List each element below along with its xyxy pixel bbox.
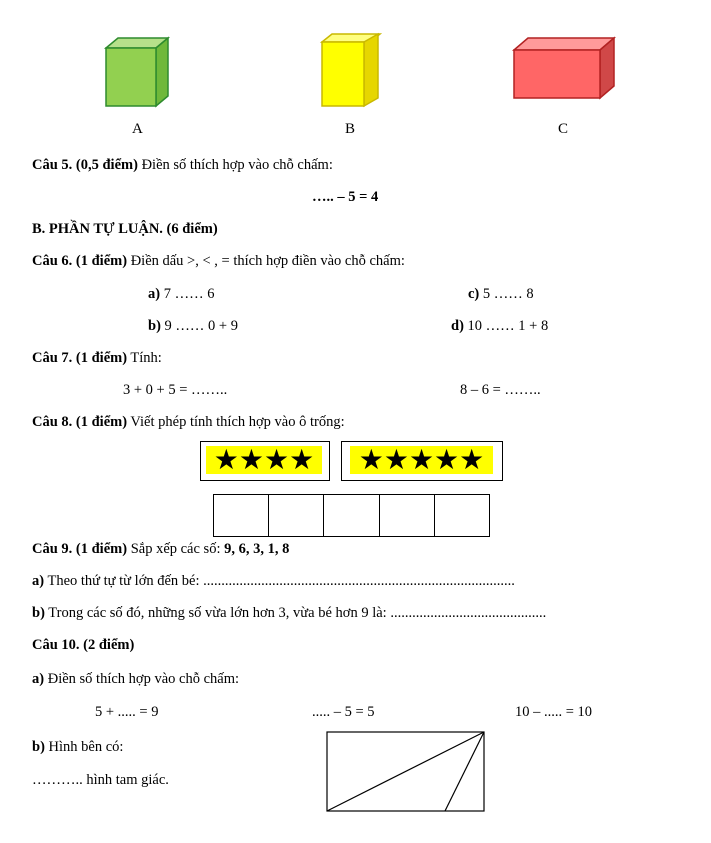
question-10-b-answer: ……….. hình tam giác. xyxy=(32,772,169,788)
question-9 xyxy=(32,540,289,558)
item-tag: b) xyxy=(32,739,45,755)
item-tag: d) xyxy=(451,318,464,334)
question-10-b xyxy=(32,738,123,756)
cuboid-c xyxy=(512,36,616,100)
question-10-head: Câu 10. (2 điểm) xyxy=(32,637,135,653)
item-text: Điền số thích hợp vào chỗ chấm: xyxy=(44,671,240,687)
answer-box[interactable] xyxy=(435,495,489,536)
question-9-text: Sắp xếp các số: xyxy=(127,541,225,557)
item-tag: b) xyxy=(32,605,45,621)
item-expr: 7 …… 6 xyxy=(160,286,215,302)
question-9-a xyxy=(32,572,515,590)
item-tag: b) xyxy=(148,318,161,334)
question-7-expr-2: 8 – 6 = …….. xyxy=(460,382,541,398)
answer-box[interactable] xyxy=(324,495,379,536)
question-10-expr-1: 5 + ..... = 9 xyxy=(95,704,159,720)
question-5-expr: ….. – 5 = 4 xyxy=(312,189,379,205)
question-6 xyxy=(32,252,405,270)
question-8-head: Câu 8. (1 điểm) xyxy=(32,414,128,430)
triangle-figure xyxy=(326,731,486,813)
shape-label-c: C xyxy=(558,121,569,137)
item-text: Theo thứ tự từ lớn đến bé: ...................................................................................... xyxy=(44,573,515,589)
question-10-expr-3: 10 – ..... = 10 xyxy=(515,704,593,720)
item-tag: c) xyxy=(468,286,480,302)
answer-box[interactable] xyxy=(214,495,269,536)
question-5-text: Điền số thích hợp vào chỗ chấm: xyxy=(137,157,333,173)
shape-label-a: A xyxy=(132,121,143,137)
question-10-a xyxy=(32,670,239,688)
question-6-d xyxy=(451,317,548,335)
shape-label-b: B xyxy=(345,121,356,137)
answer-boxes xyxy=(213,494,490,537)
answer-box[interactable] xyxy=(380,495,435,536)
item-expr: 10 …… 1 + 8 xyxy=(463,318,549,334)
item-tag: a) xyxy=(32,573,45,589)
question-7-expr-1: 3 + 0 + 5 = …….. xyxy=(123,382,228,398)
question-7 xyxy=(32,349,162,367)
stars-left: ★★★★ xyxy=(206,446,322,474)
item-tag: a) xyxy=(148,286,161,302)
question-6-text: Điền dấu >, < , = thích hợp điền vào chỗ chấm: xyxy=(127,253,405,269)
question-10-expr-2: ..... – 5 = 5 xyxy=(312,704,375,720)
question-6-c xyxy=(468,285,534,303)
question-8-text: Viết phép tính thích hợp vào ô trống: xyxy=(127,414,345,430)
question-5-head: Câu 5. (0,5 điểm) xyxy=(32,157,138,173)
answer-box[interactable] xyxy=(269,495,324,536)
item-text: Trong các số đó, những số vừa lớn hơn 3, vừa bé hơn 9 là: ........................................... xyxy=(44,605,547,621)
question-9-b xyxy=(32,604,546,622)
question-8 xyxy=(32,413,345,431)
question-9-head: Câu 9. (1 điểm) xyxy=(32,541,128,557)
cuboid-b xyxy=(320,32,382,108)
question-5 xyxy=(32,156,333,174)
item-expr: 5 …… 8 xyxy=(479,286,534,302)
item-text: Hình bên có: xyxy=(44,739,124,755)
question-6-head: Câu 6. (1 điểm) xyxy=(32,253,128,269)
question-7-text: Tính: xyxy=(127,350,162,366)
question-7-head: Câu 7. (1 điểm) xyxy=(32,350,128,366)
question-9-numbers: 9, 6, 3, 1, 8 xyxy=(224,541,290,557)
stars-right: ★★★★★ xyxy=(350,446,493,474)
question-6-a xyxy=(148,285,214,303)
cube-a xyxy=(104,36,170,108)
item-tag: a) xyxy=(32,671,45,687)
question-6-b xyxy=(148,317,238,335)
item-expr: 9 …… 0 + 9 xyxy=(160,318,238,334)
part-b-title: B. PHẦN TỰ LUẬN. (6 điểm) xyxy=(32,221,218,237)
